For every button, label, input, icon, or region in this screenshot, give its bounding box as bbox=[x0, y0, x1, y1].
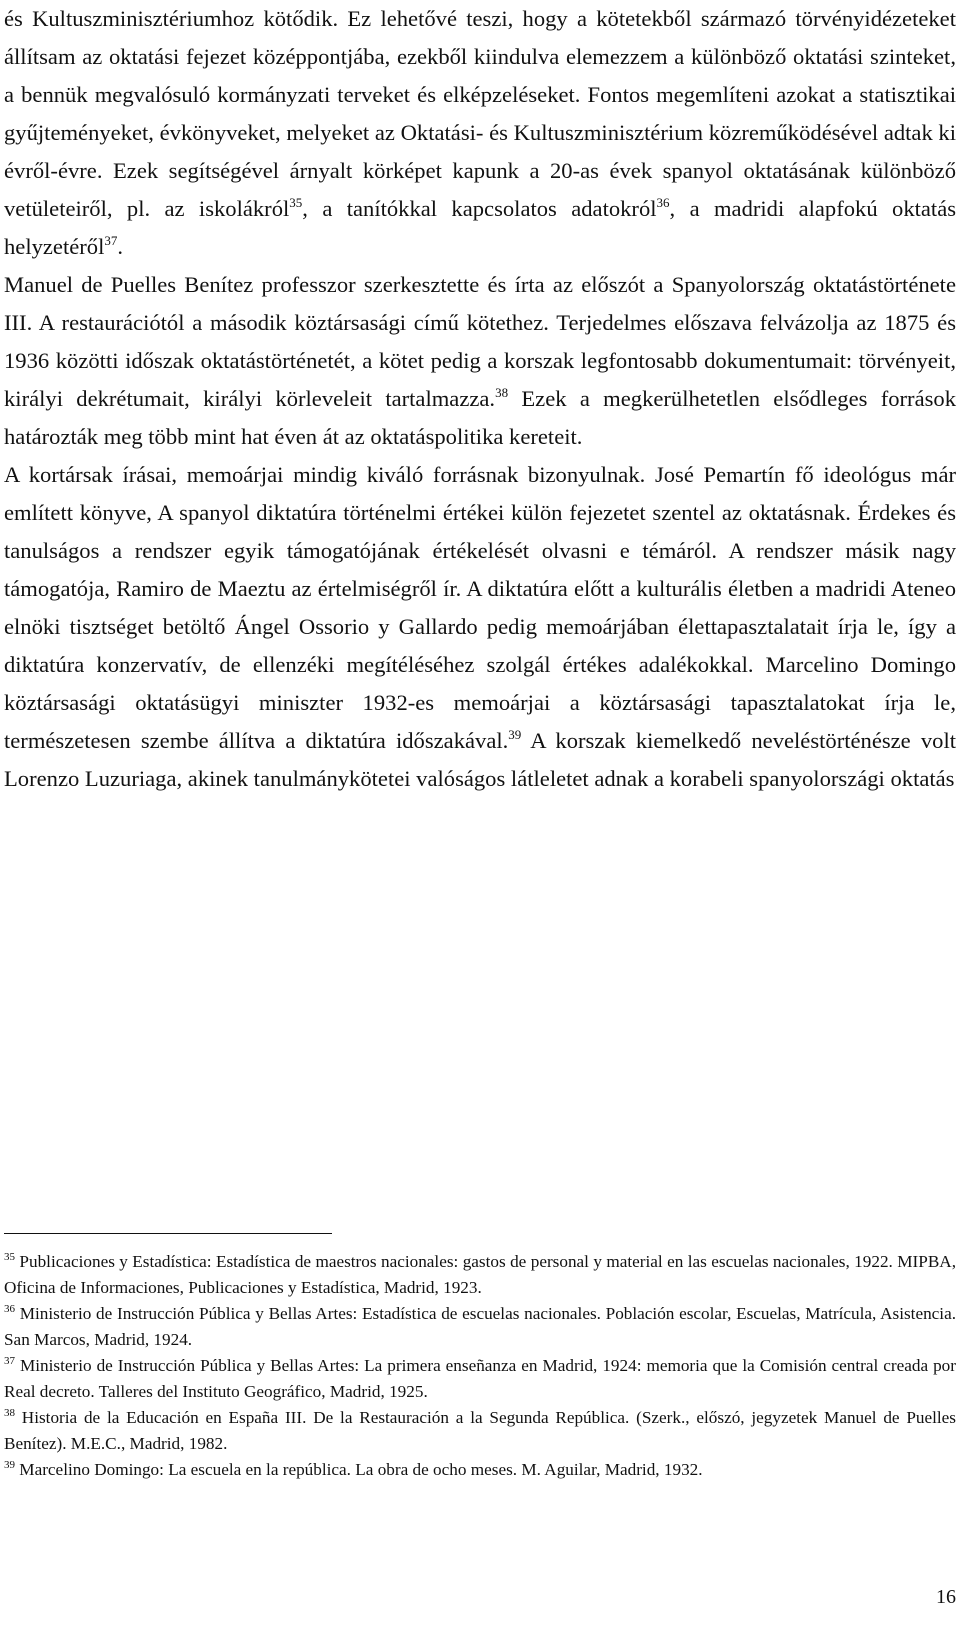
footnotes bbox=[4, 1249, 956, 1483]
footnote-37 bbox=[4, 1353, 956, 1405]
footnote-text: Marcelino Domingo: La escuela en la república. La obra de ocho meses. M. Aguilar, Madrid, 1932. bbox=[19, 1460, 703, 1479]
footnote-36 bbox=[4, 1301, 956, 1353]
paragraph-text: . bbox=[117, 234, 124, 259]
footnote-number: 36 bbox=[4, 1303, 15, 1315]
footnote-ref-35[interactable]: 35 bbox=[289, 195, 303, 210]
footnote-number: 38 bbox=[4, 1407, 15, 1419]
footnote-text: Ministerio de Instrucción Pública y Bellas Artes: La primera enseñanza en Madrid, 1924: memoria que la Comisión central creada por Real decreto. Talleres del Instituto Geográfico, Madrid, 1925. bbox=[4, 1356, 956, 1401]
paragraph-text: és Kultuszminisztériumhoz kötődik. Ez lehetővé teszi, hogy a kötetekből származó törvényidézeteket állítsam az oktatási fejezet középpontjába, ezekből kiindulva elemezzem a különböző oktatási szinteket, a bennük megvalósuló kormányzati terveket és elképzeléseket. Fontos megemlíteni azokat a statisztikai gyűjteményeket, évkönyveket, melyeket az Oktatási- és Kultuszminisztérium közreműködésével adtak ki évről-évre. Ezek segítségével árnyalt körképet kapunk a 20-as évek spanyol oktatásának különböző vetületeiről, pl. az iskolákról bbox=[4, 6, 956, 221]
body-text bbox=[4, 0, 956, 798]
paragraph-text: A korszak kiemelkedő neveléstörténésze volt Lorenzo Luzuriaga, akinek tanulmánykötetei valóságos látleletet adnak a korabeli spanyolországi oktatás bbox=[4, 728, 956, 791]
paragraph bbox=[4, 266, 956, 456]
footnote-39 bbox=[4, 1457, 956, 1483]
page-number: 16 bbox=[936, 1586, 956, 1608]
paragraph bbox=[4, 456, 956, 798]
footnote-ref-37[interactable]: 37 bbox=[104, 233, 118, 248]
footnote-text: Ministerio de Instrucción Pública y Bellas Artes: Estadística de escuelas nacionales. Población escolar, Escuelas, Matrícula, Asistencia. San Marcos, Madrid, 1924. bbox=[4, 1304, 956, 1349]
paragraph-text: , a madridi alapfokú oktatás helyzetéről bbox=[4, 196, 957, 259]
footnote-ref-39[interactable]: 39 bbox=[508, 727, 522, 742]
footnote-number: 37 bbox=[4, 1355, 15, 1367]
document-page bbox=[4, 0, 956, 798]
footnote-separator bbox=[4, 1233, 332, 1234]
paragraph-text: A kortársak írásai, memoárjai mindig kiváló forrásnak bizonyulnak. José Pemartín fő ideológus már említett könyve, A spanyol diktatúra történelmi értékei külön fejezetet szentel az oktatásnak. Érdekes és tanulságos a rendszer egyik támogatójának értékelését olvasni e témáról. A rendszer másik nagy támogatója, Ramiro de Maeztu az értelmiségről ír. A diktatúra előtt a kulturális életben a madridi Ateneo elnöki tisztséget betöltő Ángel Ossorio y Gallardo pedig memoárjában élettapasztalatait írja le, így a diktatúra konzervatív, de ellenzéki megítéléséhez szolgál értékes adalékokkal. Marcelino Domingo köztársasági oktatásügyi miniszter 1932-es memoárjai a köztársasági tapasztalatokat írja le, természetesen szembe állítva a diktatúra időszakával. bbox=[4, 462, 956, 753]
footnote-text: Publicaciones y Estadística: Estadística de maestros nacionales: gastos de personal y material en las escuelas nacionales, 1922. MIPBA, Oficina de Informaciones, Publicaciones y Estadística, Madrid, 1923. bbox=[4, 1252, 956, 1297]
footnote-35 bbox=[4, 1249, 956, 1301]
footnote-text: Historia de la Educación en España III. De la Restauración a la Segunda República. (Szerk., előszó, jegyzetek Manuel de Puelles Benítez). M.E.C., Madrid, 1982. bbox=[4, 1408, 956, 1453]
footnote-ref-38[interactable]: 38 bbox=[495, 385, 509, 400]
footnote-number: 35 bbox=[4, 1251, 15, 1263]
paragraph-text: Ezek a megkerülhetetlen elsődleges források határozták meg több mint hat éven át az oktatáspolitika kereteit. bbox=[4, 386, 956, 449]
paragraph-text: , a tanítókkal kapcsolatos adatokról bbox=[302, 196, 657, 221]
footnote-number: 39 bbox=[4, 1459, 15, 1471]
paragraph bbox=[4, 0, 956, 266]
footnote-ref-36[interactable]: 36 bbox=[656, 195, 670, 210]
paragraph-text: Manuel de Puelles Benítez professzor szerkesztette és írta az előszót a Spanyolország oktatástörténete III. A restaurációtól a második köztársasági című kötethez. Terjedelmes előszava felvázolja az 1875 és 1936 közötti időszak oktatástörténetét, a kötet pedig a korszak legfontosabb dokumentumait: törvényeit, királyi dekrétumait, királyi körleveleit tartalmazza. bbox=[4, 272, 956, 411]
footnote-38 bbox=[4, 1405, 956, 1457]
